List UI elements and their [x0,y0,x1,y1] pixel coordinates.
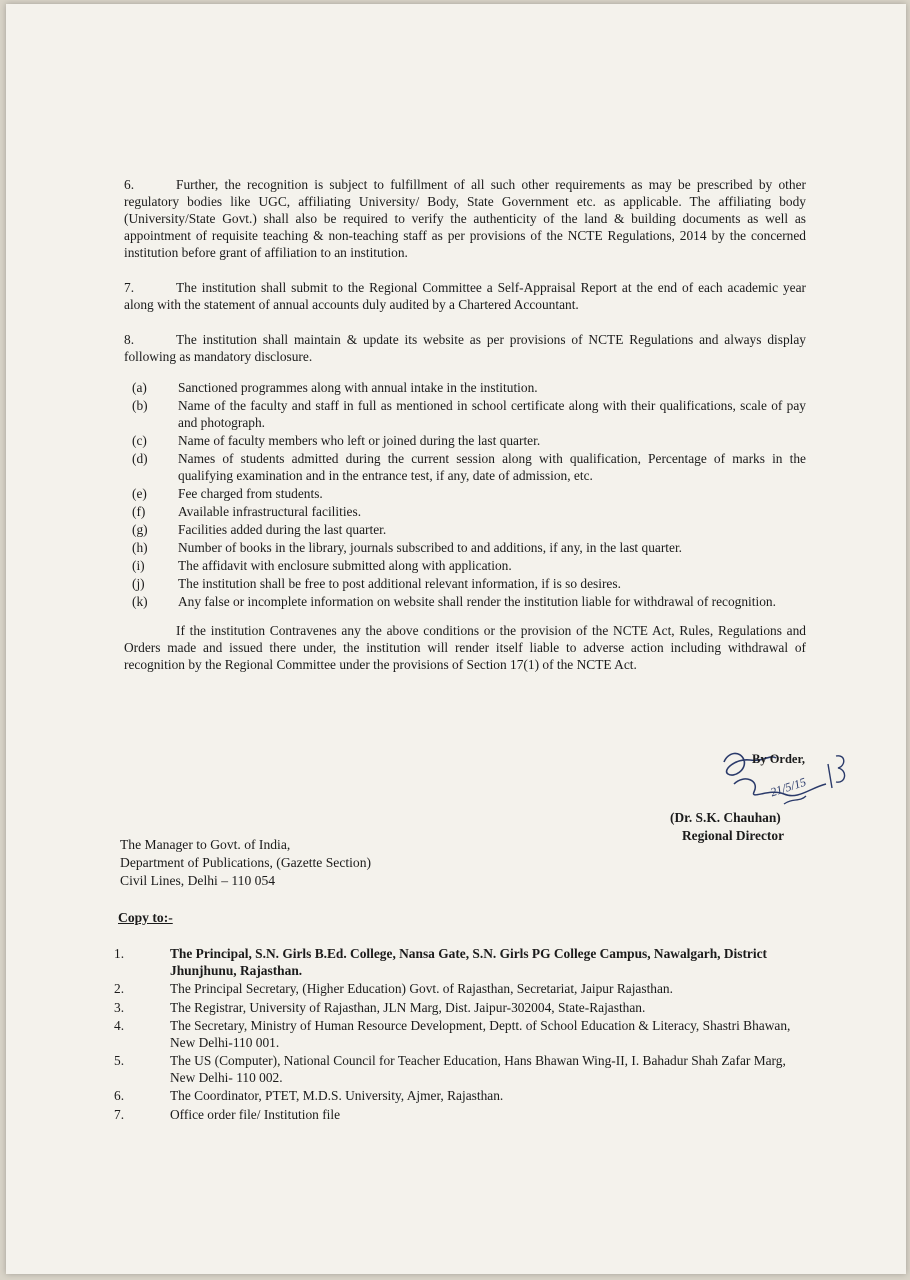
list-item [132,397,806,431]
item-text: Name of the faculty and staff in full as mentioned in school certificate along with their qualifications, scale of pay and photograph. [178,398,806,430]
signatory-title: Regional Director [682,828,785,843]
item-text: Office order file/ Institution file [170,1106,341,1122]
item-text: Fee charged from students. [178,486,323,501]
address-line: Department of Publications, (Gazette Section) [120,855,372,870]
signature-block [666,744,846,854]
disclosure-list [132,379,806,610]
item-text: Sanctioned programmes along with annual intake in the institution. [178,380,538,395]
item-label: (k) [132,594,148,609]
item-text: The Principal, S.N. Girls B.Ed. College, Nansa Gate, S.N. Girls PG College Campus, Nawalgarh, District Jhunjhunu, Rajasthan. [170,946,767,978]
list-item [114,946,804,979]
item-label: (c) [132,433,147,448]
item-label: (j) [132,576,145,591]
paragraph-number: 8. [124,332,135,347]
item-number: 7. [114,1106,125,1122]
recipient-address [120,836,371,890]
item-label: (a) [132,380,147,395]
closing-paragraph: If the institution Contravenes any the above conditions or the provision of the NCTE Act, Rules, Regulations and Orders made and issued there under, the institution will render itself liable to adverse action including withdrawal of recognition by the Regional Committee under the provisions of Section 17(1) of the NCTE Act. [124,623,806,672]
document-body [124,176,806,673]
item-text: The Registrar, University of Rajasthan, JLN Marg, Dist. Jaipur-302004, State-Rajasthan. [170,999,646,1015]
item-text: The US (Computer), National Council for Teacher Education, Hans Bhawan Wing-II, I. Bahadur Shah Zafar Marg, New Delhi- 110 002. [170,1053,786,1085]
list-item [132,379,806,396]
signature-date: 21/5/15 [768,774,808,800]
signatory-name: (Dr. S.K. Chauhan) [670,810,781,825]
item-label: (d) [132,451,148,466]
paragraph-7 [124,279,806,313]
paragraph-text: The institution shall maintain & update its website as per provisions of NCTE Regulations and always display following as mandatory disclosure. [124,332,806,364]
item-label: (g) [132,522,148,537]
item-text: The Secretary, Ministry of Human Resource Development, Deptt. of School Education & Literacy, Shastri Bhawan, New Delhi-110 001. [170,1018,791,1050]
paragraph-8 [124,331,806,365]
item-number: 4. [114,1018,125,1033]
item-label: (f) [132,504,146,519]
item-text: Facilities added during the last quarter. [178,522,387,537]
item-text: The Principal Secretary, (Higher Education) Govt. of Rajasthan, Secretariat, Jaipur Rajasthan. [170,981,673,996]
item-text: The affidavit with enclosure submitted along with application. [178,558,512,573]
address-line: The Manager to Govt. of India, [120,837,291,852]
item-label: (e) [132,486,147,501]
item-text: Name of faculty members who left or joined during the last quarter. [178,433,541,448]
item-text: The institution shall be free to post additional relevant information, if is so desires. [178,576,621,591]
list-item [132,557,806,574]
list-item [132,575,806,592]
list-item [132,539,806,556]
document-page [6,4,906,1274]
item-number: 5. [114,1053,125,1068]
item-text: The Coordinator, PTET, M.D.S. University, Ajmer, Rajasthan. [170,1088,504,1103]
item-label: (h) [132,540,148,555]
paragraph-text: Further, the recognition is subject to fulfillment of all such other requirements as may be prescribed by other regulatory bodies like UGC, affiliating University/ Body, State Government etc. as applicable. The affiliating body (University/State Govt.) shall also be required to verify the authenticity of the land & building documents as well as appointment of requisite teaching & non-teaching staff as per provisions of the NCTE Regulations, 2014 by the concerned institution before grant of affiliation to an institution. [124,177,806,260]
address-line: Civil Lines, Delhi – 110 054 [120,873,276,888]
item-text: Available infrastructural facilities. [178,504,362,519]
list-item [132,521,806,538]
item-text: Number of books in the library, journals subscribed to and additions, if any, in the last quarter. [178,540,683,555]
list-item [114,1107,804,1124]
paragraph-text: The institution shall submit to the Regional Committee a Self-Appraisal Report at the end of each academic year along with the statement of annual accounts duly audited by a Chartered Accountant. [124,280,806,312]
item-number: 6. [114,1088,125,1103]
paragraph-6 [124,176,806,261]
copy-to-list [114,946,804,1125]
item-label: (b) [132,398,148,413]
list-item [114,981,804,998]
list-item [114,1053,804,1086]
item-number: 1. [114,946,125,961]
list-item [132,450,806,484]
list-item [114,1018,804,1051]
list-item [114,1000,804,1017]
paragraph-number: 6. [124,177,135,192]
item-number: 2. [114,981,125,996]
item-label: (i) [132,558,145,573]
by-order-text: By Order, [752,752,806,766]
paragraph-number: 7. [124,280,135,295]
list-item [132,503,806,520]
list-item [132,432,806,449]
item-number: 3. [114,999,125,1015]
copy-to-heading: Copy to:- [118,910,173,925]
list-item [132,593,806,610]
item-text: Names of students admitted during the current session along with qualification, Percentage of marks in the qualifying examination and in the entrance test, if any, date of admission, etc. [178,451,806,483]
list-item [132,485,806,502]
list-item [114,1088,804,1105]
item-text: Any false or incomplete information on website shall render the institution liable for withdrawal of recognition. [178,594,776,609]
